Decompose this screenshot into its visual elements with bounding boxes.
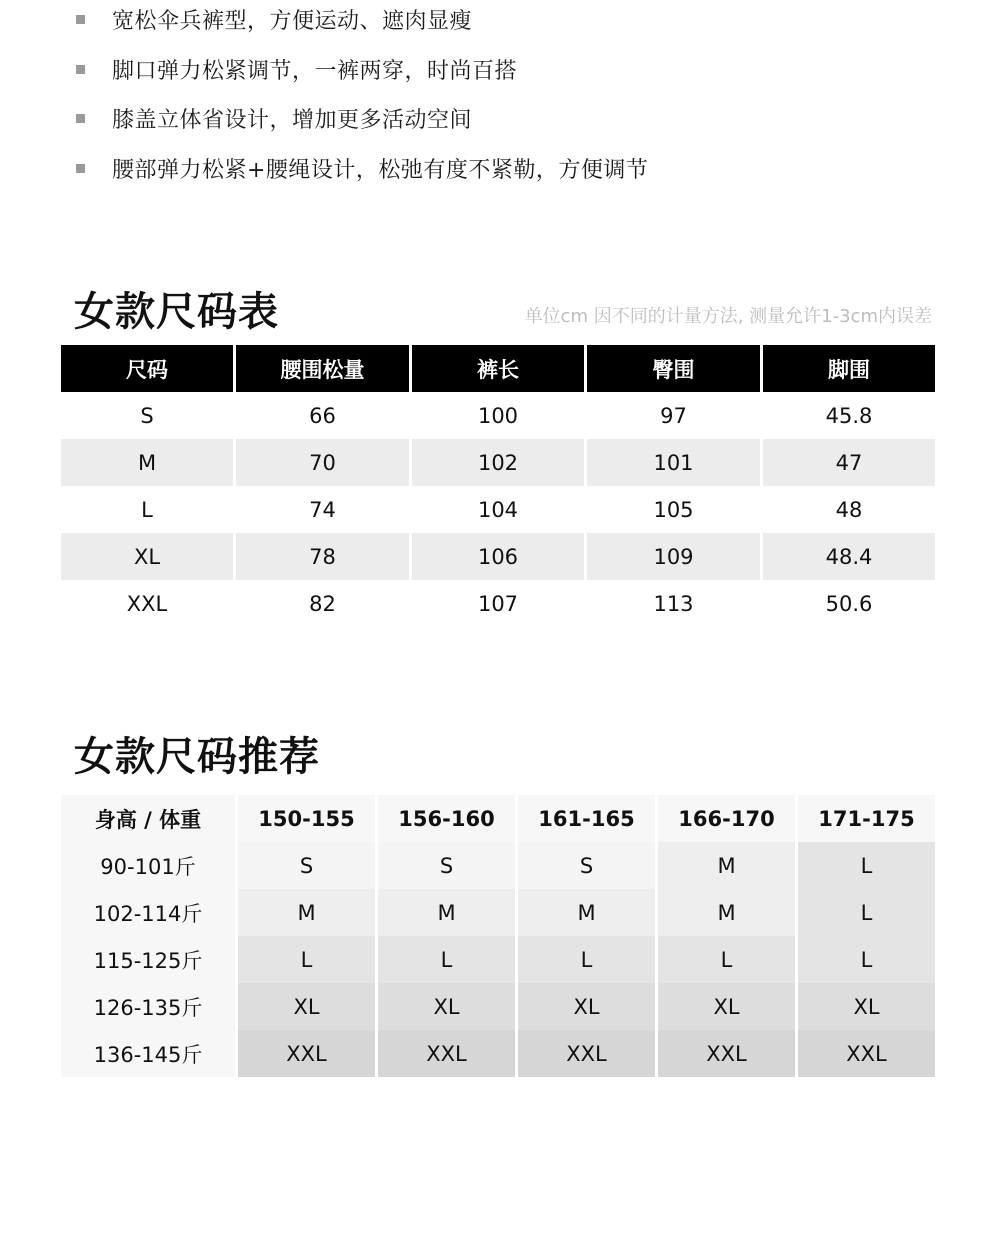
size-cell: M: [238, 889, 375, 936]
table-row: [61, 486, 935, 533]
bullet-icon: [76, 114, 85, 123]
size-cell: M: [378, 889, 515, 936]
table-row: [61, 392, 935, 439]
table-cell: 97: [660, 403, 687, 428]
size-cell: S: [518, 842, 655, 889]
height-header: 150-155: [238, 795, 375, 842]
weight-label: 115-125斤: [61, 936, 235, 983]
size-cell: XXL: [658, 1030, 795, 1077]
recommendation-title: 女款尺码推荐: [74, 734, 320, 780]
table-cell: 101: [587, 439, 760, 486]
table-row: [61, 983, 935, 1030]
table-row: [61, 533, 935, 580]
table-cell: 48.4: [763, 533, 935, 580]
size-cell: XXL: [238, 1030, 375, 1077]
size-cell: L: [798, 842, 935, 889]
size-cell: L: [238, 936, 375, 983]
size-cell: L: [798, 936, 935, 983]
table-cell: L: [141, 497, 153, 522]
header-hip: 臀围: [587, 345, 760, 392]
size-cell: L: [798, 889, 935, 936]
table-cell: 45.8: [825, 403, 873, 428]
size-cell: M: [518, 889, 655, 936]
table-cell: 82: [309, 591, 336, 616]
feature-item: [76, 150, 648, 186]
header-length: 裤长: [412, 345, 584, 392]
weight-label: 90-101斤: [61, 842, 235, 889]
table-row: [61, 889, 935, 936]
size-cell: M: [658, 842, 795, 889]
header-hem: 脚围: [763, 345, 935, 392]
table-cell: 100: [477, 403, 519, 428]
height-header: 161-165: [518, 795, 655, 842]
height-header: 166-170: [658, 795, 795, 842]
table-cell: 66: [309, 403, 336, 428]
feature-text: 脚口弹力松紧调节，一裤两穿，时尚百搭: [112, 58, 518, 84]
table-cell: 50.6: [825, 591, 873, 616]
size-cell: S: [378, 842, 515, 889]
size-cell: XXL: [378, 1030, 515, 1077]
table-header-row: [61, 345, 935, 392]
table-cell: XL: [61, 533, 233, 580]
size-cell: XL: [658, 983, 795, 1030]
table-cell: S: [140, 403, 154, 428]
feature-item: [76, 51, 517, 87]
size-cell: XL: [798, 983, 935, 1030]
table-cell: 109: [587, 533, 760, 580]
header-size: 尺码: [61, 345, 233, 392]
recommendation-table: [61, 795, 935, 1077]
feature-text: 膝盖立体省设计，增加更多活动空间: [112, 107, 473, 133]
size-cell: XXL: [798, 1030, 935, 1077]
table-cell: 107: [477, 591, 519, 616]
table-cell: 102: [412, 439, 584, 486]
table-row: [61, 439, 935, 486]
bullet-icon: [76, 164, 85, 173]
feature-item: [76, 100, 472, 136]
size-cell: XL: [378, 983, 515, 1030]
size-cell: XXL: [518, 1030, 655, 1077]
size-cell: S: [238, 842, 375, 889]
table-row: [61, 1030, 935, 1077]
feature-text: 腰部弹力松紧+腰绳设计，松弛有度不紧勒，方便调节: [112, 157, 649, 183]
measurement-note: 单位cm 因不同的计量方法, 测量允许1-3cm内误差: [524, 306, 932, 327]
table-cell: 104: [477, 497, 519, 522]
height-header: 171-175: [798, 795, 935, 842]
size-cell: L: [378, 936, 515, 983]
table-cell: 74: [309, 497, 336, 522]
table-row: [61, 936, 935, 983]
table-header-row: [61, 795, 935, 842]
bullet-icon: [76, 65, 85, 74]
weight-label: 126-135斤: [61, 983, 235, 1030]
size-cell: XL: [518, 983, 655, 1030]
table-cell: 106: [412, 533, 584, 580]
size-cell: L: [658, 936, 795, 983]
height-header: 156-160: [378, 795, 515, 842]
table-cell: 70: [236, 439, 409, 486]
size-cell: M: [658, 889, 795, 936]
weight-label: 102-114斤: [61, 889, 235, 936]
table-cell: M: [61, 439, 233, 486]
table-cell: 78: [236, 533, 409, 580]
table-cell: 47: [763, 439, 935, 486]
feature-text: 宽松伞兵裤型，方便运动、遮肉显瘦: [112, 8, 473, 34]
table-cell: XXL: [126, 591, 168, 616]
corner-label: 身高 / 体重: [61, 795, 235, 842]
bullet-icon: [76, 15, 85, 24]
table-cell: 113: [653, 591, 694, 616]
header-waist: 腰围松量: [236, 345, 409, 392]
size-cell: L: [518, 936, 655, 983]
table-cell: 48: [835, 497, 863, 522]
size-chart-table: [61, 345, 935, 627]
feature-item: [76, 1, 472, 37]
weight-label: 136-145斤: [61, 1030, 235, 1077]
table-row: [61, 580, 935, 627]
table-cell: 105: [653, 497, 694, 522]
table-row: [61, 842, 935, 889]
size-chart-title: 女款尺码表: [74, 289, 279, 335]
size-cell: XL: [238, 983, 375, 1030]
